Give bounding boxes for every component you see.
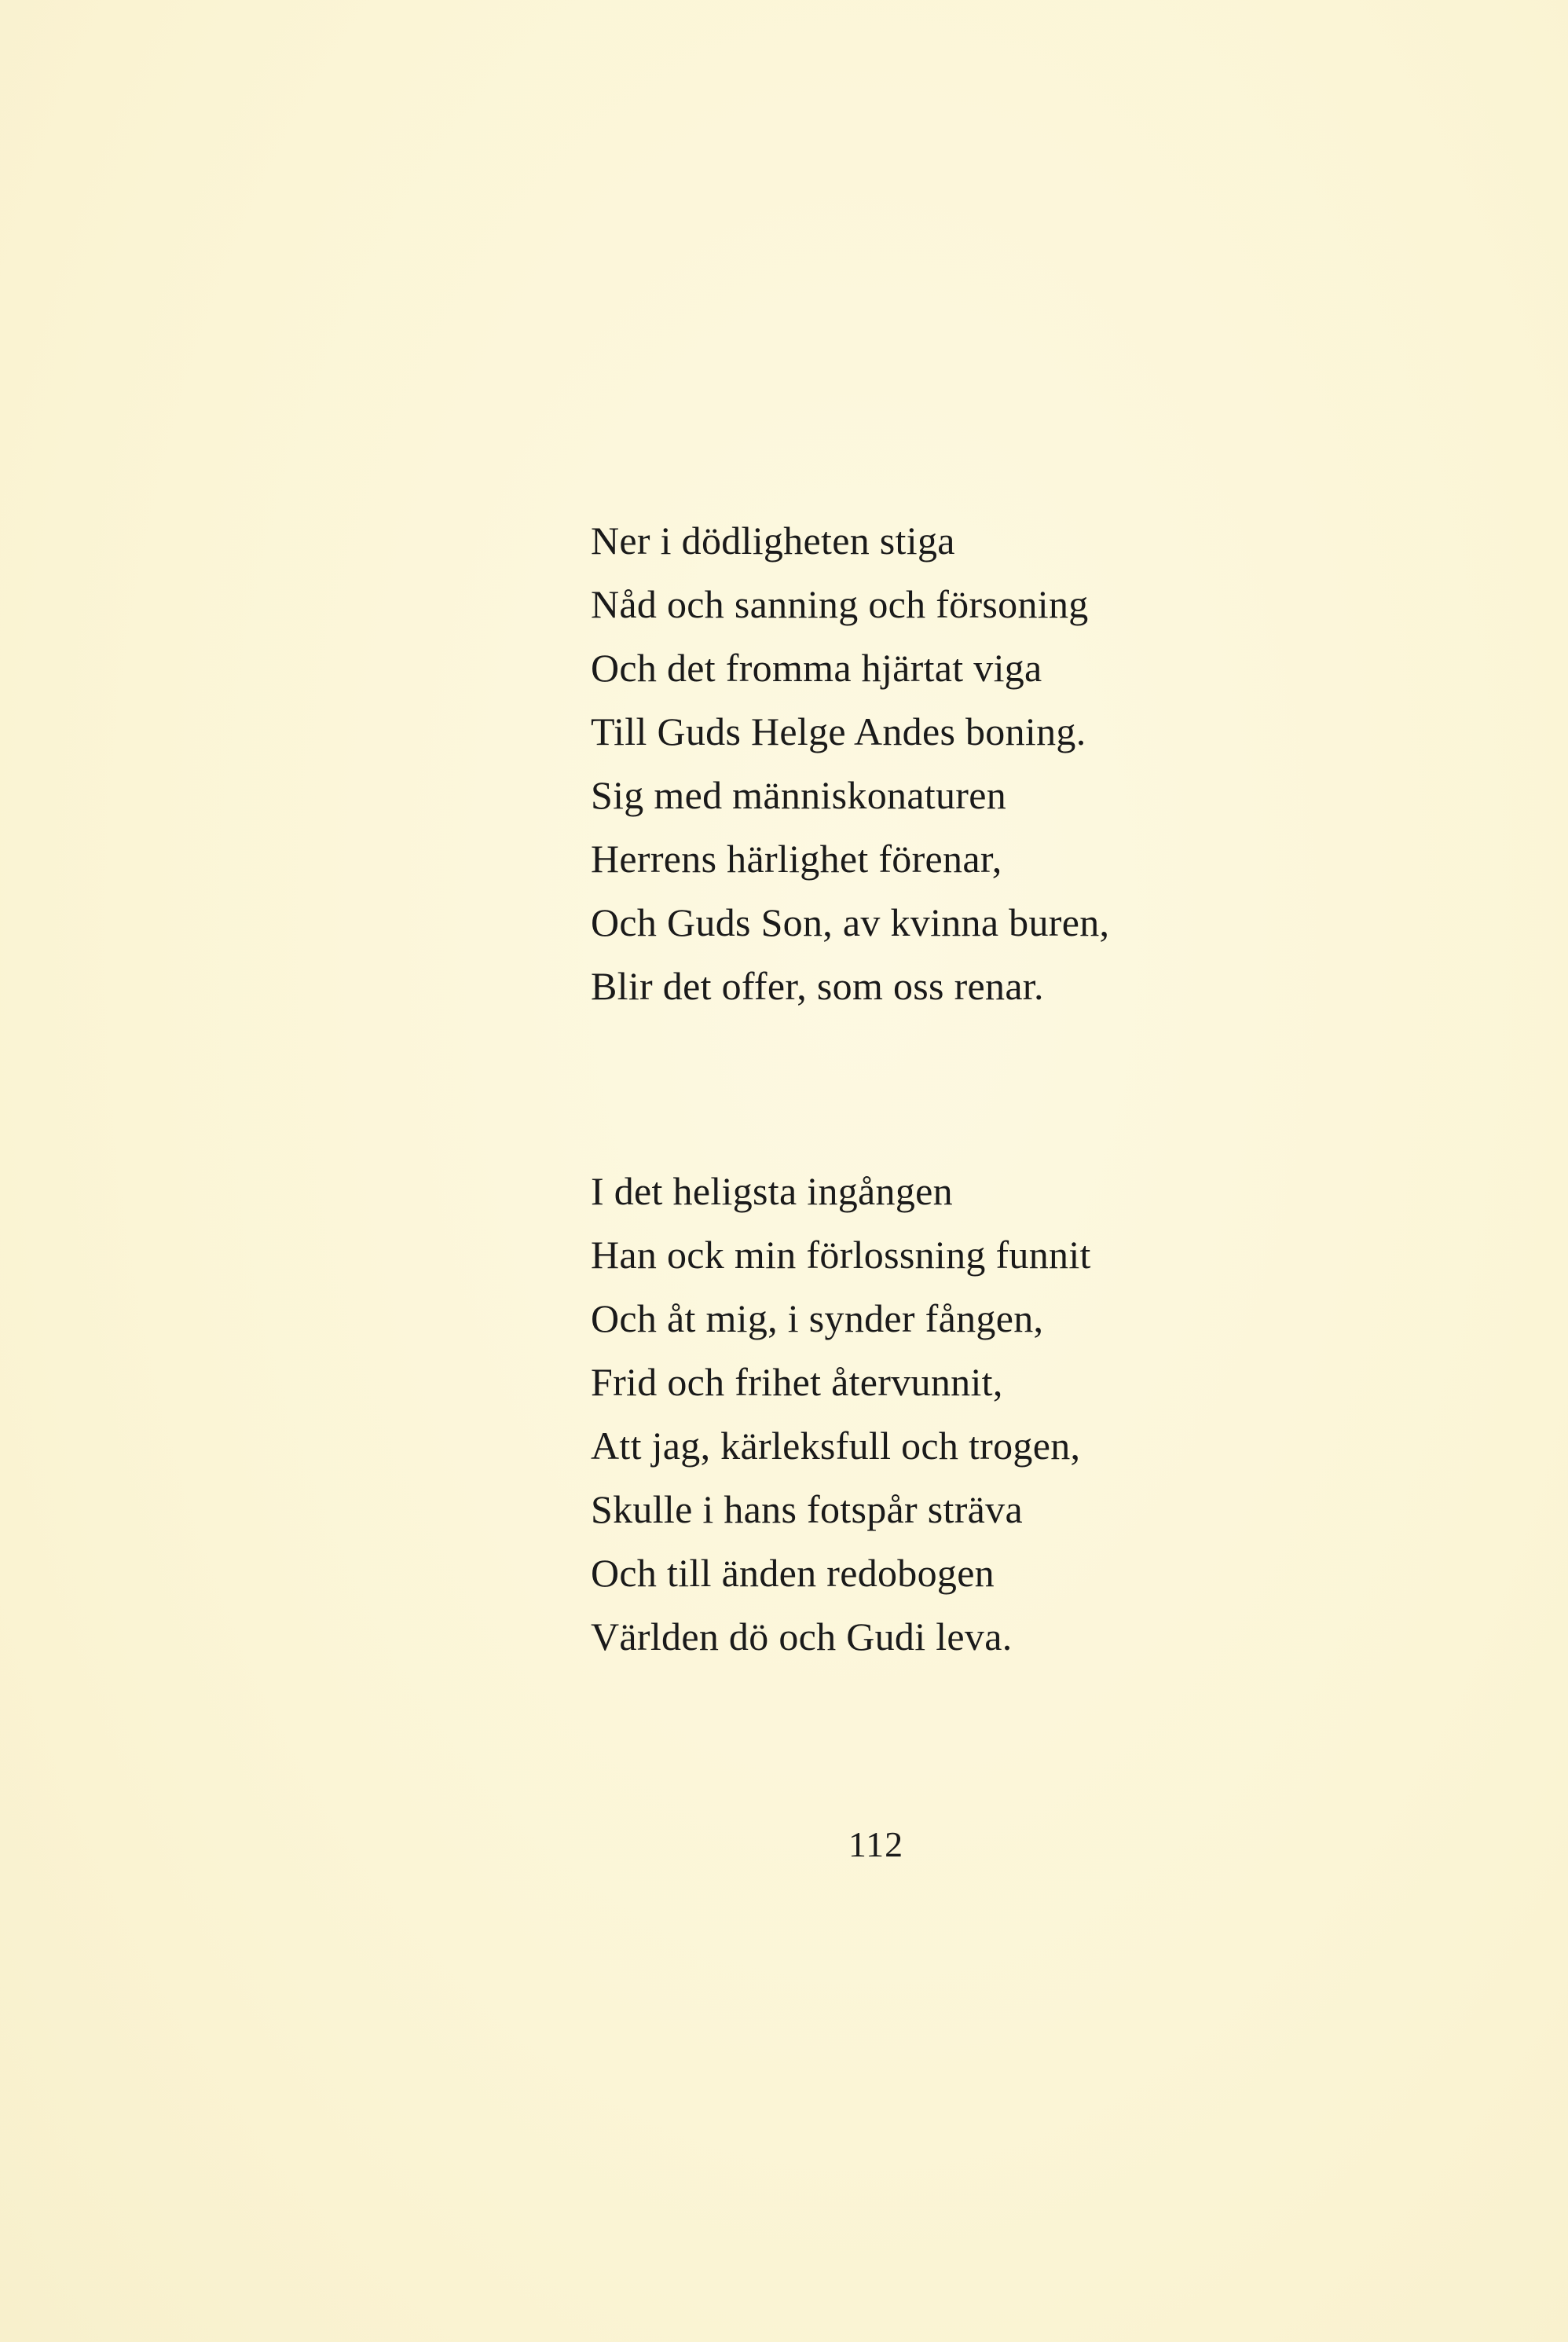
poem-line: Att jag, kärleksfull och trogen, <box>591 1424 1081 1468</box>
poem-line: Och åt mig, i synder fången, <box>591 1296 1044 1340</box>
page-number: 112 <box>848 1824 904 1864</box>
poem-line: Och till änden redobogen <box>591 1551 995 1595</box>
poem-line: Han ock min förlossning funnit <box>591 1233 1091 1277</box>
poem-stanza-2 <box>591 1160 1091 1669</box>
poem-line: Till Guds Helge Andes boning. <box>591 709 1086 753</box>
poem-stanza-1 <box>591 509 1109 1018</box>
poem-line: Nåd och sanning och försoning <box>591 582 1089 626</box>
poem-line: Världen dö och Gudi leva. <box>591 1614 1013 1658</box>
poem-line: Och Guds Son, av kvinna buren, <box>591 900 1110 944</box>
poem-line: I det heligsta ingången <box>591 1169 953 1213</box>
poem-line: Ner i dödligheten stiga <box>591 519 955 563</box>
poem-line: Herrens härlighet förenar, <box>591 837 1002 881</box>
poem-line: Blir det offer, som oss renar. <box>591 964 1044 1008</box>
poem-line: Skulle i hans fotspår sträva <box>591 1487 1023 1531</box>
poem-line: Och det fromma hjärtat viga <box>591 646 1042 690</box>
poem-line: Frid och frihet återvunnit, <box>591 1360 1003 1404</box>
poem-line: Sig med människonaturen <box>591 773 1007 817</box>
